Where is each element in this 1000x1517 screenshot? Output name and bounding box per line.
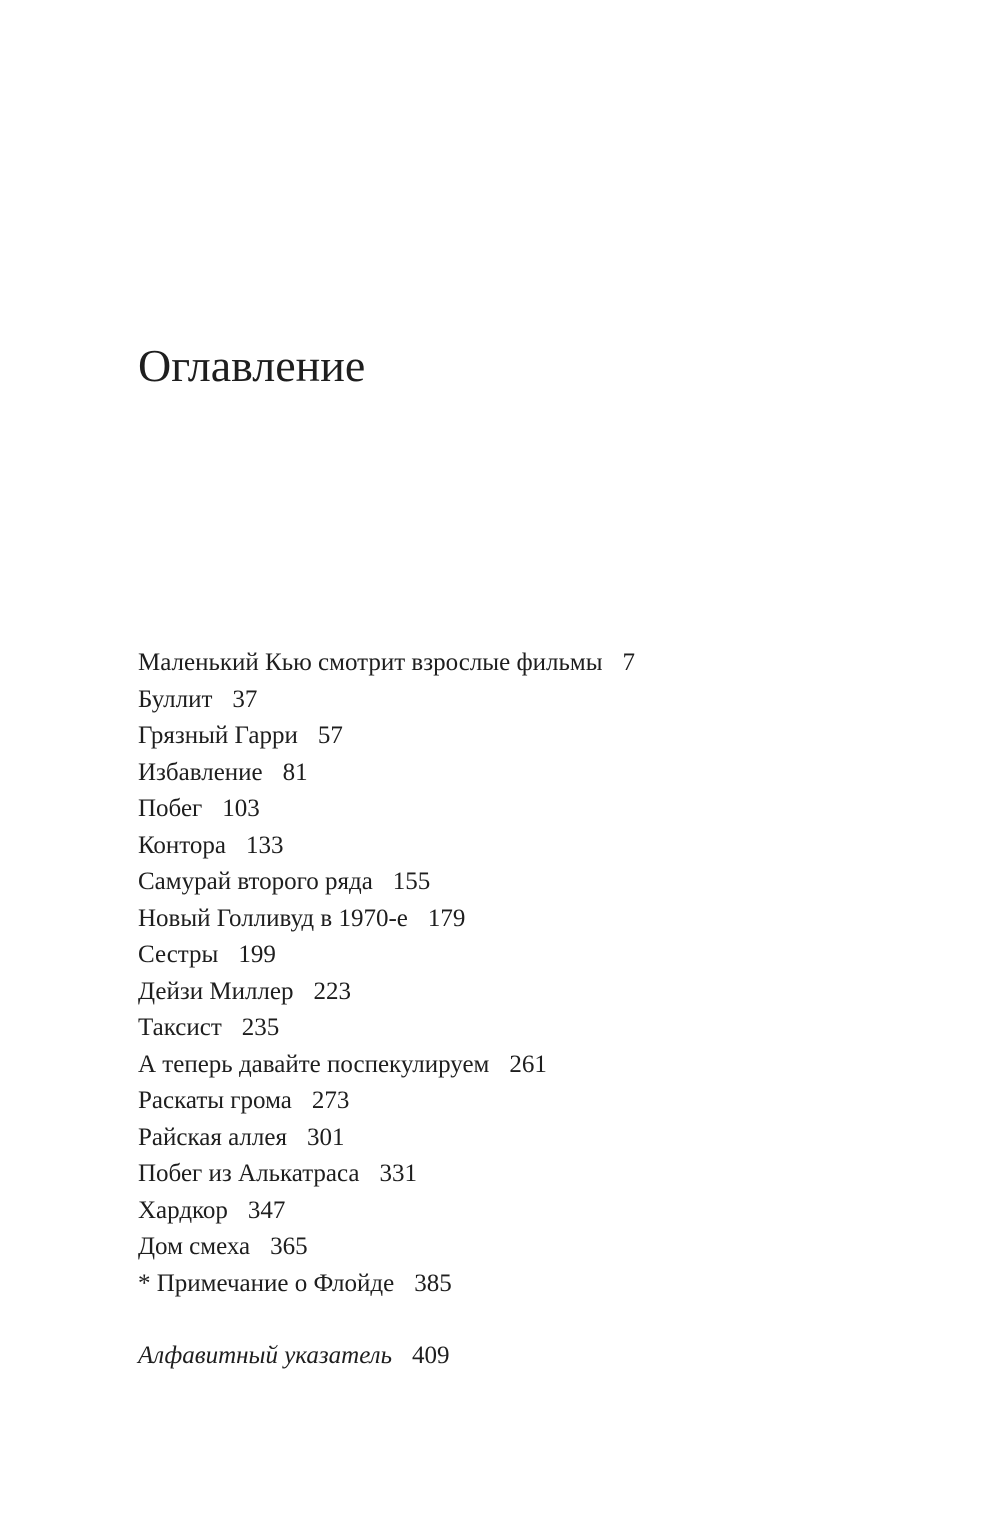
- toc-entry-title: Буллит: [138, 685, 213, 713]
- toc-entry-page: 347: [247, 1196, 286, 1224]
- toc-entry-page: 81: [282, 758, 308, 786]
- toc-entry-page: 37: [232, 685, 258, 713]
- toc-entry-title: Самурай второго ряда: [138, 868, 373, 895]
- toc-entry-page: 133: [246, 831, 284, 859]
- toc-entry-page: 301: [306, 1123, 345, 1151]
- toc-index-page: 409: [411, 1342, 450, 1369]
- toc-entry-title: Таксист: [138, 1014, 222, 1041]
- toc-entry-title: Новый Голливуд в 1970-е: [138, 904, 408, 932]
- toc-entry[interactable]: [138, 755, 635, 792]
- toc-entry[interactable]: [138, 1047, 635, 1084]
- toc-entry-page: 7: [622, 649, 636, 676]
- toc-entry-title: Дейзи Миллер: [138, 977, 294, 1005]
- toc-entry-page: 155: [392, 868, 431, 895]
- toc-entry-title: Маленький Кью смотрит взрослые фильмы: [138, 649, 603, 676]
- toc-entry-title: Контора: [138, 831, 227, 859]
- toc-entry[interactable]: [138, 1266, 635, 1303]
- toc-entry-title: Райская аллея: [138, 1123, 287, 1151]
- toc-entry[interactable]: [138, 901, 635, 938]
- toc-entry[interactable]: [138, 1083, 635, 1120]
- toc-list: [138, 645, 635, 1302]
- toc-entry-page: 223: [313, 977, 351, 1005]
- toc-entry-title: Дом смеха: [138, 1233, 251, 1260]
- toc-entry[interactable]: [138, 1010, 635, 1047]
- toc-entry-title: Хардкор: [138, 1196, 228, 1224]
- toc-entry-page: 385: [414, 1269, 452, 1297]
- toc-entry[interactable]: [138, 1229, 635, 1266]
- toc-entry-title: Избавление: [138, 758, 263, 786]
- toc-entry-page: 199: [238, 941, 276, 968]
- toc-entry-page: 331: [379, 1160, 418, 1187]
- toc-entry[interactable]: [138, 974, 635, 1011]
- toc-entry[interactable]: [138, 937, 635, 974]
- toc-entry-page: 273: [311, 1087, 350, 1114]
- toc-entry-page: 365: [270, 1233, 308, 1260]
- toc-entry-title: Побег из Алькатраса: [138, 1160, 360, 1187]
- toc-index-title: Алфавитный указатель: [138, 1342, 392, 1369]
- toc-entry-title: Побег: [138, 795, 203, 822]
- toc-entry-title: Раскаты грома: [138, 1087, 292, 1114]
- toc-index-entry[interactable]: [138, 1338, 449, 1375]
- toc-entry-page: 235: [241, 1014, 280, 1041]
- toc-entry-title: Сестры: [138, 941, 219, 968]
- toc-entry[interactable]: [138, 828, 635, 865]
- toc-entry[interactable]: [138, 791, 635, 828]
- toc-entry-title: А теперь давайте поспекулируем: [138, 1050, 490, 1078]
- toc-entry-page: 179: [427, 904, 466, 932]
- toc-entry[interactable]: [138, 1193, 635, 1230]
- toc-entry-title: Грязный Гарри: [138, 722, 298, 749]
- toc-entry[interactable]: [138, 1120, 635, 1157]
- toc-entry[interactable]: [138, 864, 635, 901]
- toc-entry-page: 103: [222, 795, 260, 822]
- toc-entry-title: * Примечание о Флойде: [138, 1269, 395, 1297]
- toc-entry[interactable]: [138, 1156, 635, 1193]
- toc-entry-page: 57: [317, 722, 343, 749]
- toc-entry-page: 261: [509, 1050, 547, 1078]
- toc-entry[interactable]: [138, 682, 635, 719]
- toc-entry[interactable]: [138, 645, 635, 682]
- page-title: Оглавление: [138, 340, 366, 391]
- toc-entry[interactable]: [138, 718, 635, 755]
